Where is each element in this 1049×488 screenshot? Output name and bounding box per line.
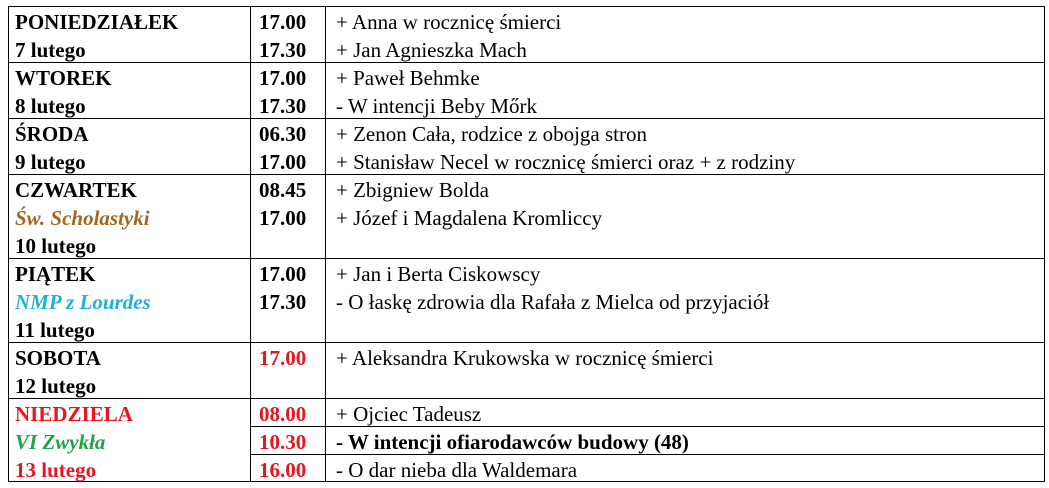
mass-intention: + Jan i Berta Ciskowscy <box>336 262 541 286</box>
mass-intention: + Paweł Behmke <box>336 66 480 90</box>
times-cell <box>250 6 326 63</box>
mass-time: 17.00 <box>259 66 307 90</box>
mass-time: 17.30 <box>259 38 307 62</box>
day-date: 7 lutego <box>15 38 86 62</box>
day-name: SOBOTA <box>15 346 101 370</box>
row-divider <box>251 426 325 427</box>
mass-intention: + Ojciec Tadeusz <box>336 402 482 426</box>
day-cell <box>8 398 251 482</box>
day-date: 10 lutego <box>15 234 97 258</box>
day-cell <box>8 118 251 175</box>
mass-time: 10.30 <box>259 430 307 454</box>
day-name: PONIEDZIAŁEK <box>15 10 179 34</box>
day-date: 12 lutego <box>15 374 97 398</box>
times-cell <box>250 398 326 482</box>
day-name: ŚRODA <box>15 122 89 146</box>
mass-intention: - O dar nieba dla Waldemara <box>336 458 578 482</box>
day-cell <box>8 62 251 119</box>
mass-time: 08.45 <box>259 178 307 202</box>
day-date: 13 lutego <box>15 458 97 482</box>
day-cell <box>8 6 251 63</box>
intentions-cell <box>325 398 1045 482</box>
times-cell <box>250 342 326 399</box>
feast-name: VI Zwykła <box>15 430 106 454</box>
mass-time: 17.00 <box>259 346 307 370</box>
feast-name: NMP z Lourdes <box>15 290 151 314</box>
mass-time: 17.00 <box>259 206 307 230</box>
intentions-cell <box>325 118 1045 175</box>
mass-time: 17.00 <box>259 150 307 174</box>
day-date: 9 lutego <box>15 150 86 174</box>
intentions-cell <box>325 342 1045 399</box>
mass-schedule-table <box>8 6 1045 482</box>
times-cell <box>250 118 326 175</box>
mass-time: 17.30 <box>259 94 307 118</box>
mass-time: 17.30 <box>259 290 307 314</box>
times-cell <box>250 174 326 259</box>
intentions-cell <box>325 62 1045 119</box>
feast-name: Św. Scholastyki <box>15 206 150 230</box>
mass-time: 08.00 <box>259 402 307 426</box>
mass-intention: + Anna w rocznicę śmierci <box>336 10 562 34</box>
row-divider <box>326 426 1044 427</box>
day-name: WTOREK <box>15 66 112 90</box>
mass-intention: + Aleksandra Krukowska w rocznicę śmierci <box>336 346 714 370</box>
row-divider <box>326 454 1044 455</box>
day-name: PIĄTEK <box>15 262 96 286</box>
mass-intention: + Zbigniew Bolda <box>336 178 489 202</box>
intentions-cell <box>325 174 1045 259</box>
mass-intention: + Zenon Cała, rodzice z obojga stron <box>336 122 647 146</box>
intentions-cell <box>325 258 1045 343</box>
day-name: CZWARTEK <box>15 178 137 202</box>
mass-intention: + Jan Agnieszka Mach <box>336 38 527 62</box>
mass-time: 17.00 <box>259 262 307 286</box>
times-cell <box>250 62 326 119</box>
mass-time: 06.30 <box>259 122 307 146</box>
mass-time: 16.00 <box>259 458 307 482</box>
day-date: 11 lutego <box>15 318 95 342</box>
mass-time: 17.00 <box>259 10 307 34</box>
mass-intention: - W intencji ofiarodawców budowy (48) <box>336 430 689 454</box>
mass-intention: - W intencji Beby Mőrk <box>336 94 538 118</box>
times-cell <box>250 258 326 343</box>
mass-intention: + Józef i Magdalena Kromliccy <box>336 206 603 230</box>
mass-intention: + Stanisław Necel w rocznicę śmierci oraz + z rodziny <box>336 150 796 174</box>
day-cell <box>8 342 251 399</box>
day-cell <box>8 174 251 259</box>
day-name: NIEDZIELA <box>15 402 133 426</box>
intentions-cell <box>325 6 1045 63</box>
mass-intention: - O łaskę zdrowia dla Rafała z Mielca od przyjaciół <box>336 290 770 314</box>
row-divider <box>251 454 325 455</box>
day-date: 8 lutego <box>15 94 86 118</box>
day-cell <box>8 258 251 343</box>
